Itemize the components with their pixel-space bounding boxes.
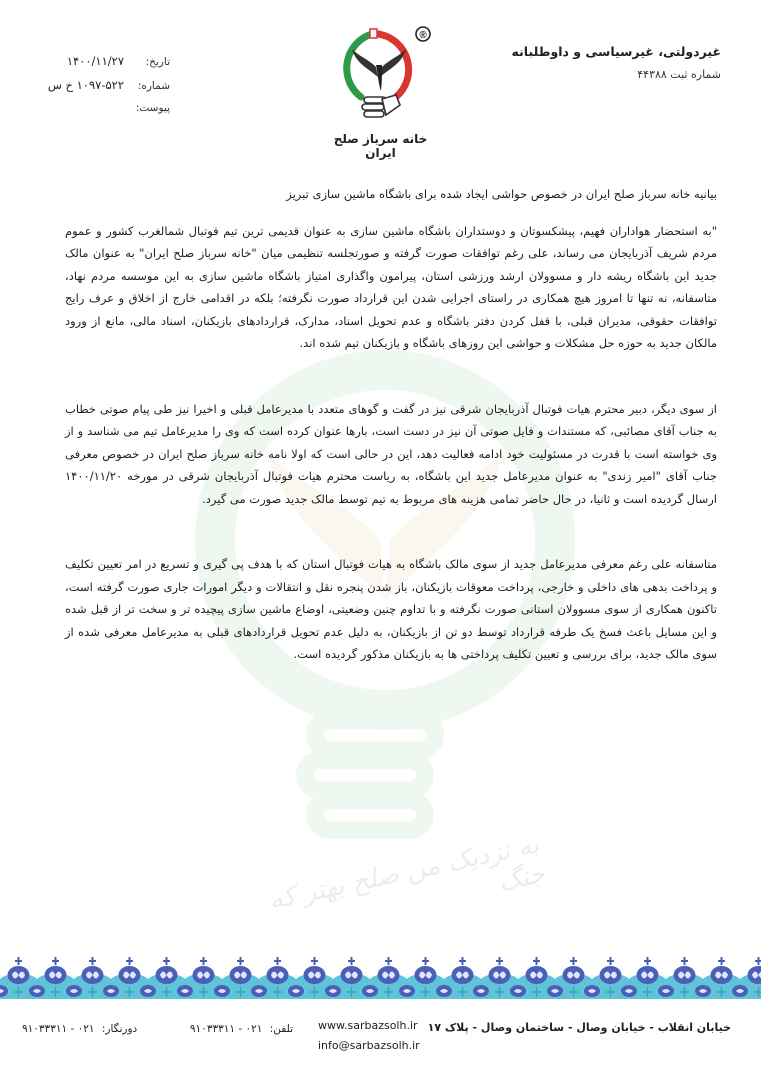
date-label: تاریخ: bbox=[145, 56, 170, 68]
paragraph-2: از سوی دیگر، دبیر محترم هیات فوتبال آذربایجان شرقی نیز در گفت و گوهای متعدد با مدیرعامل قبلی و اخیرا نیز طی پیام صوتی خطاب به جناب آقای مصائبی، که مستندات و فایل صوتی آن نیز در دست است، بارها عنوان کرده است که وی را مدیرعامل تیم می شناسد و از وی خواسته است با قدرت در مسئولیت خود ادامه فعالیت دهد، این در حالی است که اولا نامه خانه سرباز صلح ایران در خصوص معرفی جناب آقای "امیر زندی" به عنوان مدیرعامل جدید این باشگاه، به ریاست محترم هیات فوتبال آذربایجان شرقی در مورخه ۱۴۰۰/۱۱/۲۰ ارسال گردیده است و ثانیا، در حال حاضر تمامی هزینه های مربوط به تیم توسط مالک جدید صورت می گیرد. bbox=[65, 401, 717, 506]
org-type-text: غیردولتی، غیرسیاسی و داوطلبانه bbox=[511, 44, 721, 59]
phone-label: تلفن: bbox=[269, 1023, 294, 1035]
letter-metadata bbox=[30, 54, 170, 126]
peace-dove-handshake-icon bbox=[326, 25, 436, 130]
svg-text:®: ® bbox=[418, 30, 427, 41]
paragraph-3: متاسفانه علی رغم معرفی مدیرعامل جدید از سوی مالک باشگاه به هیات فوتبال استان که با هدف پی گیری و تسریع در امر تعیین تکلیف و پرداخت بدهی های داخلی و خارجی، پرداخت معوقات بازیکنان، باز شدن پنجره نقل و انتقالات و دیگر امورات جاری صورت گرفته است، تاکنون همکاری از سوی مسوولان استانی صورت نگرفته و با تداوم چنین وضعیتی، اوضاع ماشین سازی پیچیده تر و سخت تر از قبل شده و این مسایل باعث فسخ یک طرفه قرارداد توسط دو تن از بازیکنان، به دلیل عدم تحویل قراردادهای قبلی به مدیرعامل معرفی شده از سوی مالک جدید، برای بررسی و تعیین تکلیف پرداختی ها به بازیکنان مذکور گردیده است. bbox=[65, 557, 717, 661]
organization-name: خانه سرباز صلح ایران bbox=[333, 132, 428, 160]
registration-number: شماره ثبت ۴۴۳۸۸ bbox=[637, 68, 721, 81]
statement-title: بیانیه خانه سرباز صلح ایران در خصوص حواشی ایجاد شده برای باشگاه ماشین سازی تبریز bbox=[286, 187, 717, 201]
date-value: ۱۴۰۰/۱۱/۲۷ bbox=[66, 54, 124, 68]
org-descriptor bbox=[512, 44, 721, 81]
phone-fax bbox=[18, 1023, 293, 1035]
fax-number: ۰۲۱ - ۹۱۰۳۳۳۱۱ bbox=[22, 1023, 95, 1035]
watermark-motto: به نزدیک من صلح بهتر که جنگ bbox=[266, 829, 548, 917]
footer-ornament-border bbox=[0, 953, 761, 999]
paragraph-1: "به استحضار هواداران فهیم، پیشکسوتان و دوستداران باشگاه ماشین سازی به عنوان قدیمی ترین تیم فوتبال شمالغرب کشور و عموم مردم شریف آذربایجان می رساند، علی رغم توافقات صورت گرفته و صورتجلسه تنظیمی میان "خانه سرباز صلح ایران" به عنوان مالک جدید این باشگاه ریشه دار و مسوولان ارشد ورزشی استان، پیرامون واگذاری امتیاز باشگاه ماشین سازی به این موسسه مردم نهاد، متاسفانه، نه تنها تا امروز هیچ همکاری در راستای اجرایی شدن این قرارداد صورت نگرفته؛ بلکه در اقدامی خارج از اخلاق و عرف رایج توافقات حقوقی، مدیران قبلی، با قفل کردن دفتر باشگاه و عدم تحویل اسناد، مدارک، قراردادهای بازیکنان، اسناد مالی، مانع از ورود مالکان جدید به حوزه حل مشکلات و حواشی این روزهای باشگاه و بازیکنان تیم شده اند. bbox=[65, 223, 717, 350]
organization-logo bbox=[318, 25, 443, 160]
number-label: شماره: bbox=[137, 80, 170, 92]
postal-address: خیابان انقلاب - خیابان وصال - ساختمان وصال - پلاک ۱۷ bbox=[427, 1021, 731, 1034]
contact-links bbox=[318, 1016, 420, 1056]
number-row bbox=[30, 78, 170, 102]
letter-body bbox=[65, 183, 717, 666]
website-link[interactable]: www.sarbazsolh.ir bbox=[318, 1019, 418, 1032]
attachment-row bbox=[30, 102, 170, 126]
email-link[interactable]: info@sarbazsolh.ir bbox=[318, 1039, 420, 1052]
letter-footer bbox=[0, 1013, 761, 1063]
fax-label: دورنگار: bbox=[101, 1023, 138, 1035]
date-row bbox=[30, 54, 170, 78]
attachment-label: پیوست: bbox=[135, 102, 170, 114]
phone-number: ۰۲۱ - ۹۱۰۳۳۳۱۱ bbox=[189, 1023, 263, 1035]
number-value: ۱۰۹۷-۵۲۲ خ س bbox=[47, 78, 124, 92]
